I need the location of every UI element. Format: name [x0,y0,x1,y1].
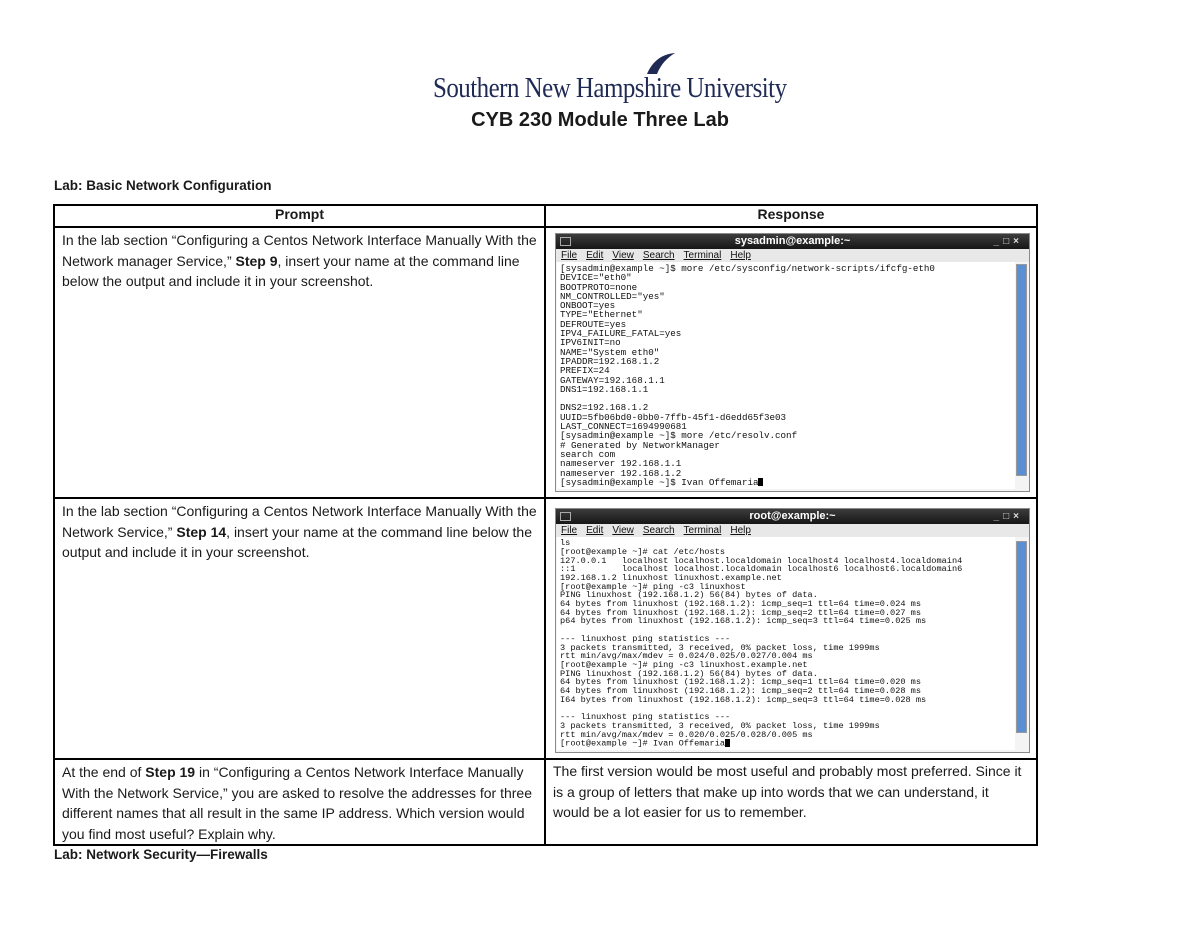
lab-table [53,204,1038,846]
lab-heading-basic-network: Lab: Basic Network Configuration [54,178,272,193]
terminal-menubar: File Edit View Search Terminal Help [556,524,1029,537]
prompt-text: At the end of Step 19 in “Configuring a Centos Network Interface Manually With the Network Service,” you are asked to resolve the addresses for three different names that all result in the same IP address. Which version would you find most useful? Explain why. [62,764,532,842]
terminal-titlebar: root@example:~ _□× [556,509,1029,524]
terminal-menubar: File Edit View Search Terminal Help [556,249,1029,262]
response-column-header: Response [545,205,1037,227]
terminal-titlebar: sysadmin@example:~ _□× [556,234,1029,249]
scrollbar [1016,264,1027,476]
cursor [725,739,730,747]
prompt-text: In the lab section “Configuring a Centos Network Interface Manually With the Network manager Service,” Step 9, insert your name at the command line below the output and include it in your screenshot. [62,232,537,289]
window-controls-icon: _□× [993,236,1023,247]
scrollbar [1016,541,1027,733]
university-name: Southern New Hampshire University [433,72,787,104]
terminal-screenshot [555,508,1030,753]
table-row [54,498,1037,759]
window-menu-icon [560,237,571,246]
terminal-output: ls [root@example ~]# cat /etc/hosts 127.0.0.1 localhost localhost.localdomain localhost4 localhost4.localdomain4 ::1 localhost localhost.localdomain localhost6 localhost6.localdomain6 192.168.1.2 linuxhost linuxhost.example.net [root@example ~]# ping -c3 linuxhost PING linuxhost (192.168.1.2) 56(84) bytes of data. 64 bytes from linuxhost (192.168.1.2): icmp_seq=1 ttl=64 time=0.024 ms 64 bytes from linuxhost (192.168.1.2): icmp_seq=2 ttl=64 time=0.027 ms p64 bytes from linuxhost (192.168.1.2): icmp_seq=3 ttl=64 time=0.025 ms --- linuxhost ping statistics --- 3 packets transmitted, 3 received, 0% packet loss, time 1999ms rtt min/avg/max/mdev = 0.024/0.025/0.027/0.004 ms [root@example ~]# ping -c3 linuxhost.example.net PING linuxhost (192.168.1.2) 56(84) bytes of data. 64 bytes from linuxhost (192.168.1.2): icmp_seq=1 ttl=64 time=0.020 ms 64 bytes from linuxhost (192.168.1.2): icmp_seq=2 ttl=64 time=0.028 ms I64 bytes from linuxhost (192.168.1.2): icmp_seq=3 ttl=64 time=0.028 ms --- linuxhost ping statistics --- 3 packets transmitted, 3 received, 0% packet loss, time 1999ms rtt min/avg/max/mdev = 0.020/0.025/0.028/0.005 ms [root@example ~]# Ivan Offemaria [557,537,1015,750]
terminal-output: [sysadmin@example ~]$ more /etc/sysconfig/network-scripts/ifcfg-eth0 DEVICE="eth0" BOOTPROTO=none NM_CONTROLLED="yes" ONBOOT=yes TYPE="Ethernet" DEFROUTE=yes IPV4_FAILURE_FATAL=yes IPV6INIT=no NAME="System eth0" IPADDR=192.168.1.2 PREFIX=24 GATEWAY=192.168.1.1 DNS1=192.168.1.1 DNS2=192.168.1.2 UUID=5fb06bd0-0bb0-7ffb-45f1-d6edd65f3e03 LAST_CONNECT=1694990681 [sysadmin@example ~]$ more /etc/resolv.conf # Generated by NetworkManager search com nameserver 192.168.1.1 nameserver 192.168.1.2 [sysadmin@example ~]$ Ivan Offemaria [557,262,1015,489]
cursor [758,478,763,486]
university-logo [433,52,787,104]
table-row [54,227,1037,498]
prompt-column-header: Prompt [54,205,545,227]
table-header-row [54,205,1037,227]
lab-heading-firewalls: Lab: Network Security—Firewalls [54,847,268,862]
window-controls-icon: _□× [993,511,1023,523]
window-menu-icon [560,512,571,521]
terminal-screenshot [555,233,1030,492]
response-text: The first version would be most useful and probably most preferred. Since it is a group of letters that make up into words that we can understand, it would be a lot easier for us to remember. [553,763,1022,821]
table-row [54,759,1037,845]
document-title: CYB 230 Module Three Lab [471,109,729,131]
prompt-text: In the lab section “Configuring a Centos Network Interface Manually With the Network Service,” Step 14, insert your name at the command line below the output and include it in your screenshot. [62,503,537,561]
